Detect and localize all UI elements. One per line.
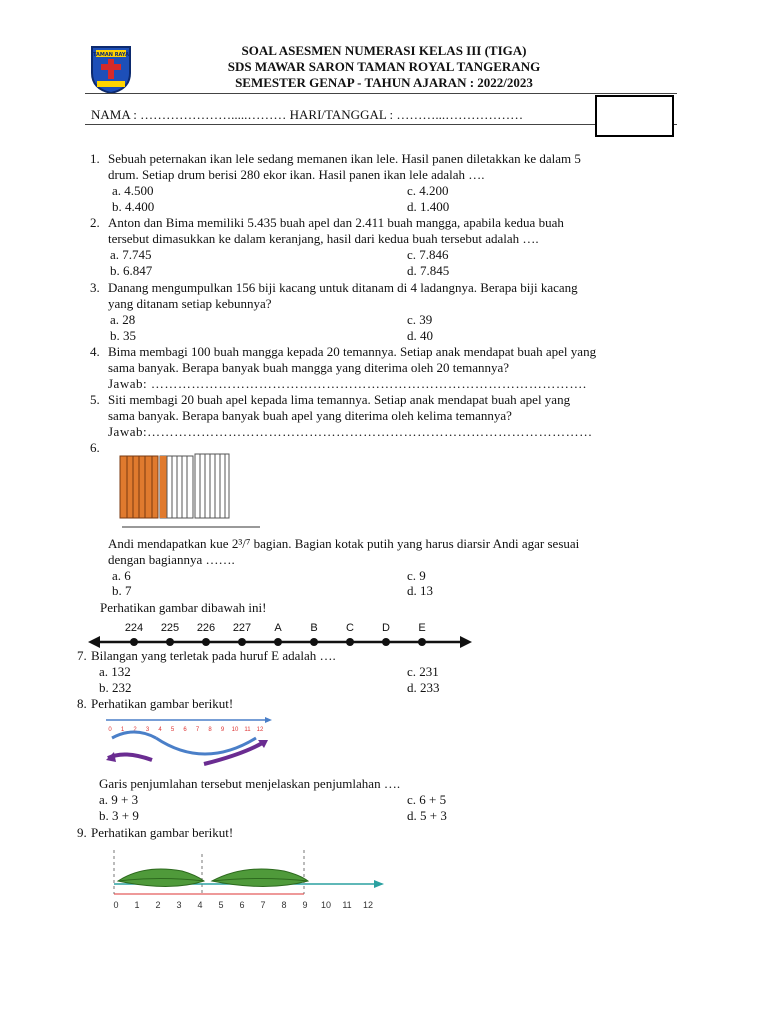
ruler-tick-label: 12	[256, 727, 264, 733]
ruler-tick-label: 7	[195, 727, 200, 733]
ruler-tick-label: 9	[220, 727, 225, 733]
ruler-tick-label: 4	[197, 900, 203, 910]
leaf-icon	[212, 869, 308, 887]
ruler-tick-label: 12	[362, 900, 374, 910]
question-number: 5.	[90, 392, 100, 407]
question-number: 7.	[77, 648, 87, 663]
option-c[interactable]: c. 7.846	[407, 247, 449, 262]
number-line-label: 224	[124, 622, 144, 634]
question-text: Bima membagi 100 buah mangga kepada 20 temannya. Setiap anak mendapat buah apel yang	[108, 344, 597, 359]
option-d[interactable]: d. 40	[407, 328, 433, 343]
answer-line[interactable]: Jawab: …………………………………………………………………………………….	[108, 376, 587, 391]
ruler-tick-label: 2	[133, 727, 137, 733]
logo-text: TAMAN RAYA	[93, 52, 129, 58]
question-text: sama banyak. Berapa banyak buah mangga yang diterima oleh 20 temannya?	[108, 360, 510, 375]
option-a[interactable]: a. 6	[112, 568, 131, 583]
question-text: Andi mendapatkan kue 2³/⁷ bagian. Bagian kotak putih yang harus diarsir Andi agar sesuai	[108, 536, 580, 551]
option-b[interactable]: b. 6.847	[110, 263, 153, 278]
ruler-tick-label: 8	[208, 727, 212, 733]
ruler-tick-label: 6	[239, 900, 245, 910]
number-line-point	[418, 638, 426, 646]
ruler-tick-label: 1	[134, 900, 140, 910]
question-number: 1.	[90, 151, 100, 166]
option-c[interactable]: c. 39	[407, 312, 433, 327]
option-d[interactable]: d. 1.400	[407, 199, 450, 214]
question-text: drum. Setiap drum berisi 280 ekor ikan. Hasil panen ikan lele adalah ….	[108, 167, 485, 182]
question-text: dengan bagiannya …….	[108, 552, 235, 567]
question-text: Perhatikan gambar berikut!	[91, 825, 234, 840]
white-box	[195, 454, 229, 518]
question-text: Anton dan Bima memiliki 5.435 buah apel dan 2.411 buah mangga, apabila kedua buah	[108, 215, 564, 230]
ruler-tick-label: 6	[183, 727, 187, 733]
question-number: 2.	[90, 215, 100, 230]
orange-box	[120, 456, 158, 518]
number-line-label: C	[346, 622, 354, 634]
option-b[interactable]: b. 232	[99, 680, 132, 695]
ruler-tick-label: 0	[108, 727, 112, 733]
ruler-tick-label: 10	[320, 900, 332, 910]
question-text: Siti membagi 20 buah apel kepada lima temannya. Setiap anak mendapat buah apel yang	[108, 392, 571, 407]
leaf-number-line-figure	[104, 850, 394, 914]
number-line-label: D	[382, 622, 390, 634]
number-line-point	[238, 638, 246, 646]
score-box[interactable]	[595, 95, 674, 137]
right-arrow-icon	[460, 636, 472, 648]
option-a[interactable]: a. 132	[99, 664, 131, 679]
question-text: sama banyak. Berapa banyak buah apel yang diterima oleh kelima temannya?	[108, 408, 512, 423]
option-a[interactable]: a. 28	[110, 312, 136, 327]
ruler-tick-label: 8	[281, 900, 287, 910]
number-line-label: B	[310, 622, 318, 634]
ruler-tick-label: 10	[231, 727, 239, 733]
ruler-tick-label: 5	[170, 727, 175, 733]
partial-box	[160, 456, 193, 518]
question-text: Danang mengumpulkan 156 biji kacang untuk ditanam di 4 ladangnya. Berapa biji kacang	[108, 280, 578, 295]
number-line-point	[346, 638, 354, 646]
option-b[interactable]: b. 7	[112, 583, 132, 598]
number-line-point	[130, 638, 138, 646]
header-title-1: SOAL ASESMEN NUMERASI KELAS III (TIGA)	[241, 43, 527, 58]
number-line-label: 227	[232, 622, 252, 634]
left-arrow-icon	[88, 636, 100, 648]
addition-line-figure	[104, 714, 274, 766]
ruler-tick-label: 11	[342, 900, 352, 910]
ruler-tick-label: 7	[260, 900, 266, 910]
header-title-3: SEMESTER GENAP - TAHUN AJARAN : 2022/2023	[235, 75, 533, 90]
option-c[interactable]: c. 4.200	[407, 183, 449, 198]
question-text: Sebuah peternakan ikan lele sedang memanen ikan lele. Hasil panen diletakkan ke dalam 5	[108, 151, 581, 166]
question-number: 8.	[77, 696, 87, 711]
option-a[interactable]: a. 7.745	[110, 247, 152, 262]
number-line-label: 226	[196, 622, 216, 634]
jump-arc	[112, 732, 156, 738]
header-divider-bottom	[85, 124, 677, 125]
ruler-tick-label: 0	[113, 900, 119, 910]
option-b[interactable]: b. 3 + 9	[99, 808, 139, 823]
option-c[interactable]: c. 6 + 5	[407, 792, 447, 807]
option-d[interactable]: d. 5 + 3	[407, 808, 447, 823]
number-line-label: A	[274, 622, 282, 634]
number-line-point	[382, 638, 390, 646]
option-d[interactable]: d. 233	[407, 680, 440, 695]
number-line-label: E	[418, 622, 426, 634]
number-line-point	[202, 638, 210, 646]
ruler-tick-label: 2	[155, 900, 161, 910]
option-c[interactable]: c. 9	[407, 568, 426, 583]
header-title-2: SDS MAWAR SARON TAMAN ROYAL TANGERANG	[227, 59, 541, 74]
ruler-tick-label: 4	[158, 727, 162, 733]
ruler-tick-label: 11	[244, 727, 251, 733]
number-line-point	[166, 638, 174, 646]
option-b[interactable]: b. 4.400	[112, 199, 155, 214]
ruler-tick-label: 1	[120, 727, 125, 733]
number-line-label: 225	[160, 622, 180, 634]
question-number: 3.	[90, 280, 100, 295]
question-text: yang ditanam setiap kebunnya?	[108, 296, 272, 311]
fraction-cake-figure	[108, 448, 260, 530]
question-number: 6.	[90, 440, 100, 455]
question-number: 9.	[77, 825, 87, 840]
instruction-text: Perhatikan gambar dibawah ini!	[100, 600, 267, 615]
header-divider	[85, 93, 677, 94]
question-text: Bilangan yang terletak pada huruf E adalah ….	[91, 648, 336, 663]
ruler-tick-label: 5	[218, 900, 224, 910]
question-text: tersebut dimasukkan ke dalam keranjang, hasil dari kedua buah tersebut adalah ….	[108, 231, 539, 246]
option-a[interactable]: a. 9 + 3	[99, 792, 139, 807]
leaf-icon	[118, 869, 204, 887]
question-number: 4.	[90, 344, 100, 359]
number-line-point	[274, 638, 282, 646]
option-d[interactable]: d. 13	[407, 583, 433, 598]
option-d[interactable]: d. 7.845	[407, 263, 450, 278]
question-text: Perhatikan gambar berikut!	[91, 696, 234, 711]
ruler-tick-label: 3	[176, 900, 182, 910]
number-line-point	[310, 638, 318, 646]
option-b[interactable]: b. 35	[110, 328, 136, 343]
identity-line[interactable]: NAMA : ………………….....……… HARI/TANGGAL : ………...………………	[91, 107, 524, 122]
ruler-tick-label: 9	[302, 900, 308, 910]
option-c[interactable]: c. 231	[407, 664, 439, 679]
answer-line[interactable]: Jawab:………………………………………………………………………………………	[108, 424, 593, 439]
ruler-tick-label: 3	[145, 727, 150, 733]
question-text: Garis penjumlahan tersebut menjelaskan penjumlahan ….	[99, 776, 401, 791]
option-a[interactable]: a. 4.500	[112, 183, 154, 198]
